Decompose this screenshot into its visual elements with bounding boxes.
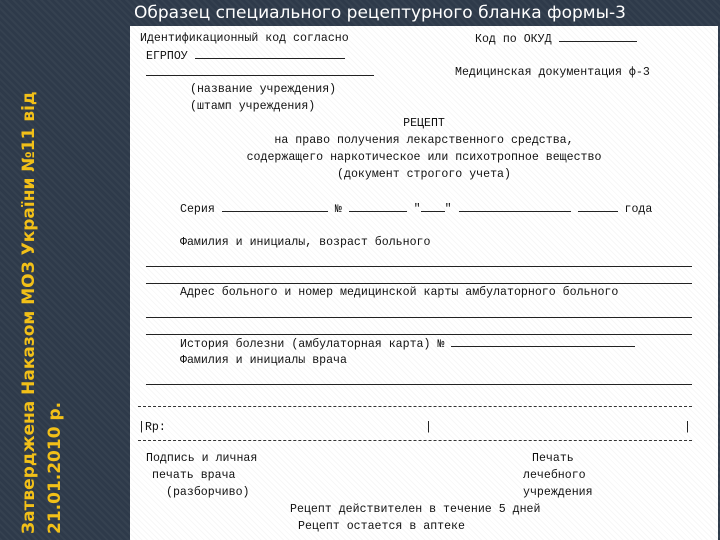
rp-right-border: | bbox=[684, 421, 691, 434]
stamp-label-1: Печать bbox=[532, 452, 574, 465]
prescription-form bbox=[130, 26, 718, 540]
patient-label: Фамилия и инициалы, возраст больного bbox=[180, 236, 431, 249]
doctor-line bbox=[146, 384, 692, 385]
doctor-label: Фамилия и инициалы врача bbox=[180, 354, 347, 367]
slide-title: Образец специального рецептурного бланка формы-3 bbox=[134, 3, 626, 23]
recipe-title: РЕЦЕПТ bbox=[403, 117, 445, 130]
address-line-1 bbox=[146, 317, 692, 318]
series-line: Серия № " " года bbox=[180, 200, 652, 218]
approval-caption-line1: Затверджена Наказом МОЗ України №11 від bbox=[19, 91, 39, 534]
recipe-subtitle-3: (документ строгого учета) bbox=[337, 168, 511, 181]
number-blank bbox=[349, 200, 407, 212]
stamp-label-2: лечебного bbox=[523, 469, 586, 482]
address-label: Адрес больного и номер медицинской карты амбулаторного больного bbox=[180, 286, 619, 299]
patient-line-1 bbox=[146, 266, 692, 267]
recipe-subtitle-2: содержащего наркотическое или психотропное вещество bbox=[246, 151, 602, 164]
validity-note: Рецепт действителен в течение 5 дней bbox=[290, 503, 541, 516]
signature-label-2: печать врача bbox=[152, 469, 236, 482]
med-doc-label: Медицинская документация ф-3 bbox=[455, 66, 650, 79]
month-blank bbox=[459, 200, 571, 212]
series-blank bbox=[222, 200, 328, 212]
rp-bottom-border bbox=[138, 440, 692, 441]
institution-name-caption: (название учреждения) bbox=[190, 83, 337, 96]
signature-label-3: (разборчиво) bbox=[166, 486, 250, 499]
okud-label: Код по ОКУД bbox=[475, 30, 637, 48]
rp-label: |Rp: bbox=[138, 421, 166, 434]
approval-caption-line2: 21.01.2010 р. bbox=[45, 401, 65, 534]
day-blank bbox=[421, 200, 445, 212]
year-blank bbox=[578, 200, 618, 212]
okud-blank bbox=[559, 30, 637, 42]
history-blank bbox=[451, 335, 635, 347]
recipe-subtitle-1: на право получения лекарственного средства, bbox=[274, 134, 574, 147]
approval-caption bbox=[2, 54, 82, 540]
history-label: История болезни (амбулаторная карта) № bbox=[180, 335, 635, 353]
rp-divider: | bbox=[425, 421, 432, 434]
institution-blank-line bbox=[146, 64, 374, 82]
signature-label-1: Подпись и личная bbox=[146, 452, 258, 465]
stamp-label-3: учреждения bbox=[523, 486, 593, 499]
egrpou-blank bbox=[195, 47, 345, 59]
rp-top-border bbox=[138, 406, 692, 407]
ident-code-label: Идентификационный код согласно bbox=[140, 32, 349, 45]
institution-stamp-caption: (штамп учреждения) bbox=[190, 100, 316, 113]
pharmacy-note: Рецепт остается в аптеке bbox=[298, 520, 465, 533]
egrpou-label: ЕГРПОУ bbox=[146, 47, 345, 65]
